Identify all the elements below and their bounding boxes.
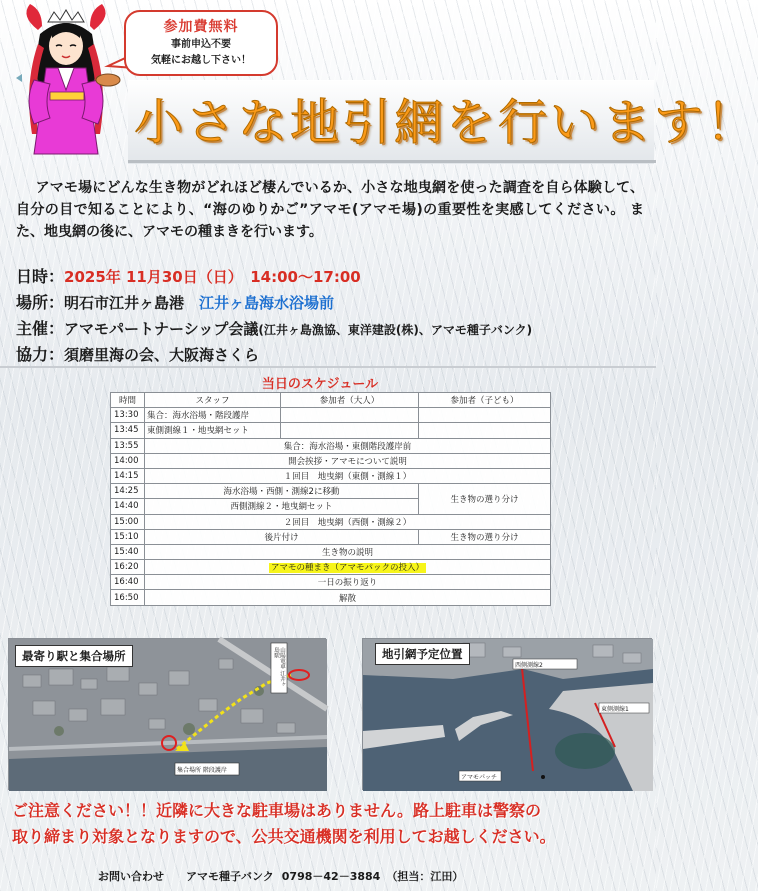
net-position-map xyxy=(362,638,652,790)
time-cell: 13:30 xyxy=(111,408,145,423)
contact-person: （担当：江田） xyxy=(386,870,464,883)
time-cell: 15:00 xyxy=(111,514,145,529)
station-tag: 山陽電車 江井ヶ島駅 xyxy=(273,647,285,688)
table-row xyxy=(111,544,551,559)
staff-adult-cell: 後片付け xyxy=(145,529,419,544)
time-cell: 14:25 xyxy=(111,484,145,499)
time-cell: 13:45 xyxy=(111,423,145,438)
schedule-title: 当日のスケジュール xyxy=(261,377,379,392)
all-cell: 生き物の説明 xyxy=(145,544,551,559)
time-cell: 16:20 xyxy=(111,560,145,575)
table-row xyxy=(111,575,551,590)
info-coop-row xyxy=(16,342,646,365)
station-map xyxy=(8,638,326,790)
page-title: 小さな地引網を行います！ xyxy=(134,94,758,151)
amamo-patch-tag: アマモパッチ xyxy=(461,774,498,781)
place-value: 明石市江井ヶ島港 xyxy=(64,294,200,312)
table-row xyxy=(111,514,551,529)
bubble-note-line2: 気軽にお越し下さい！ xyxy=(151,55,251,66)
table-row xyxy=(111,484,551,499)
contact-org: アマモ種子バンク xyxy=(186,870,274,883)
all-cell: 一日の振り返り xyxy=(145,575,551,590)
table-row xyxy=(111,423,551,438)
info-place-row xyxy=(16,290,646,313)
child-cell: 生き物の選り分け xyxy=(419,529,551,544)
table-row xyxy=(111,529,551,544)
notice-line2: 取り締まり対象となりますので、公共交通機関を利用してお越しください。 xyxy=(12,827,556,846)
free-participation-label: 参加費無料 xyxy=(163,19,239,35)
host-label: 主催： xyxy=(16,319,65,338)
all-cell: 集合：海水浴場・東側階段護岸前 xyxy=(145,438,551,453)
table-row xyxy=(111,408,551,423)
all-cell: 解散 xyxy=(145,590,551,605)
contact-phone: 0798－42－3884 xyxy=(281,870,381,883)
host-members: (江井ヶ島漁協、東洋建設(株)、アマモ種子バンク) xyxy=(258,323,533,337)
header-staff: スタッフ xyxy=(145,393,281,408)
intro-paragraph: アマモ場にどんな生き物がどれほど棲んでいるか、小さな地曳網を使った調査を自ら体験して、自分の目で知ることにより、“海のゆりかご”アマモ(アマモ場)の重要性を実感してください。 また、地曳網の後に、アマモの種まきを行います。 xyxy=(16,180,644,240)
time-cell: 14:40 xyxy=(111,499,145,514)
header-adult: 参加者（大人） xyxy=(281,393,419,408)
net-map-label: 地引網予定位置 xyxy=(375,643,470,665)
header-time: 時間 xyxy=(111,393,145,408)
all-cell: ２回目 地曳網（西側・測線２） xyxy=(145,514,551,529)
coop-label: 協力： xyxy=(16,345,65,364)
contact-line xyxy=(98,868,638,884)
line1-tag: 東側測線1 xyxy=(601,706,629,713)
mascot-illustration xyxy=(8,4,126,160)
all-cell: 開会挨拶・アマモについて説明 xyxy=(145,453,551,468)
table-header-row xyxy=(111,393,551,408)
staff-cell: 集合：海水浴場・階段護岸 xyxy=(145,408,281,423)
bubble-note-line1: 事前申込不要 xyxy=(171,39,231,50)
info-date-row xyxy=(16,264,646,287)
parking-notice xyxy=(12,798,652,850)
table-row xyxy=(111,590,551,605)
section-divider xyxy=(0,366,656,368)
seeding-highlight: アマモの種まき（アマモパックの投入） xyxy=(270,563,424,574)
time-cell: 15:40 xyxy=(111,544,145,559)
place-highlight: 江井ヶ島海水浴場前 xyxy=(199,294,335,312)
station-map-label: 最寄り駅と集合場所 xyxy=(15,645,133,667)
notice-line1: ご注意ください！！近隣に大きな駐車場はありません。路上駐車は警察の xyxy=(12,801,541,820)
staff-adult-cell: 海水浴場・西側・測線2に移動 xyxy=(145,484,419,499)
date-value: 2025年 11月30日（日） 14:00～17:00 xyxy=(64,268,361,286)
meeting-place-tag: 集合場所 階段護岸 xyxy=(177,767,227,774)
coop-value: 須磨里海の会、大阪海さくら xyxy=(64,346,260,364)
time-cell: 15:10 xyxy=(111,529,145,544)
title-underline xyxy=(128,160,656,163)
time-cell: 14:00 xyxy=(111,453,145,468)
staff-adult-cell: 西側測線２・地曳網セット xyxy=(145,499,419,514)
table-row xyxy=(111,560,551,575)
host-value: アマモパートナーシップ会議 xyxy=(64,320,259,338)
header-child: 参加者（子ども） xyxy=(419,393,551,408)
time-cell: 13:55 xyxy=(111,438,145,453)
child-cell: 生き物の選り分け xyxy=(419,484,551,514)
line2-tag: 西側測線2 xyxy=(515,662,543,669)
table-row xyxy=(111,453,551,468)
speech-bubble xyxy=(124,10,278,76)
time-cell: 14:15 xyxy=(111,468,145,483)
staff-cell: 東側測線１・地曳網セット xyxy=(145,423,281,438)
time-cell: 16:50 xyxy=(111,590,145,605)
date-label: 日時： xyxy=(16,267,65,286)
contact-label: お問い合わせ xyxy=(98,870,164,883)
info-host-row xyxy=(16,316,646,339)
table-row xyxy=(111,468,551,483)
schedule-table xyxy=(110,392,551,606)
table-row xyxy=(111,438,551,453)
time-cell: 16:40 xyxy=(111,575,145,590)
all-cell: １回目 地曳網（東側・測線１） xyxy=(145,468,551,483)
place-label: 場所： xyxy=(16,293,65,312)
